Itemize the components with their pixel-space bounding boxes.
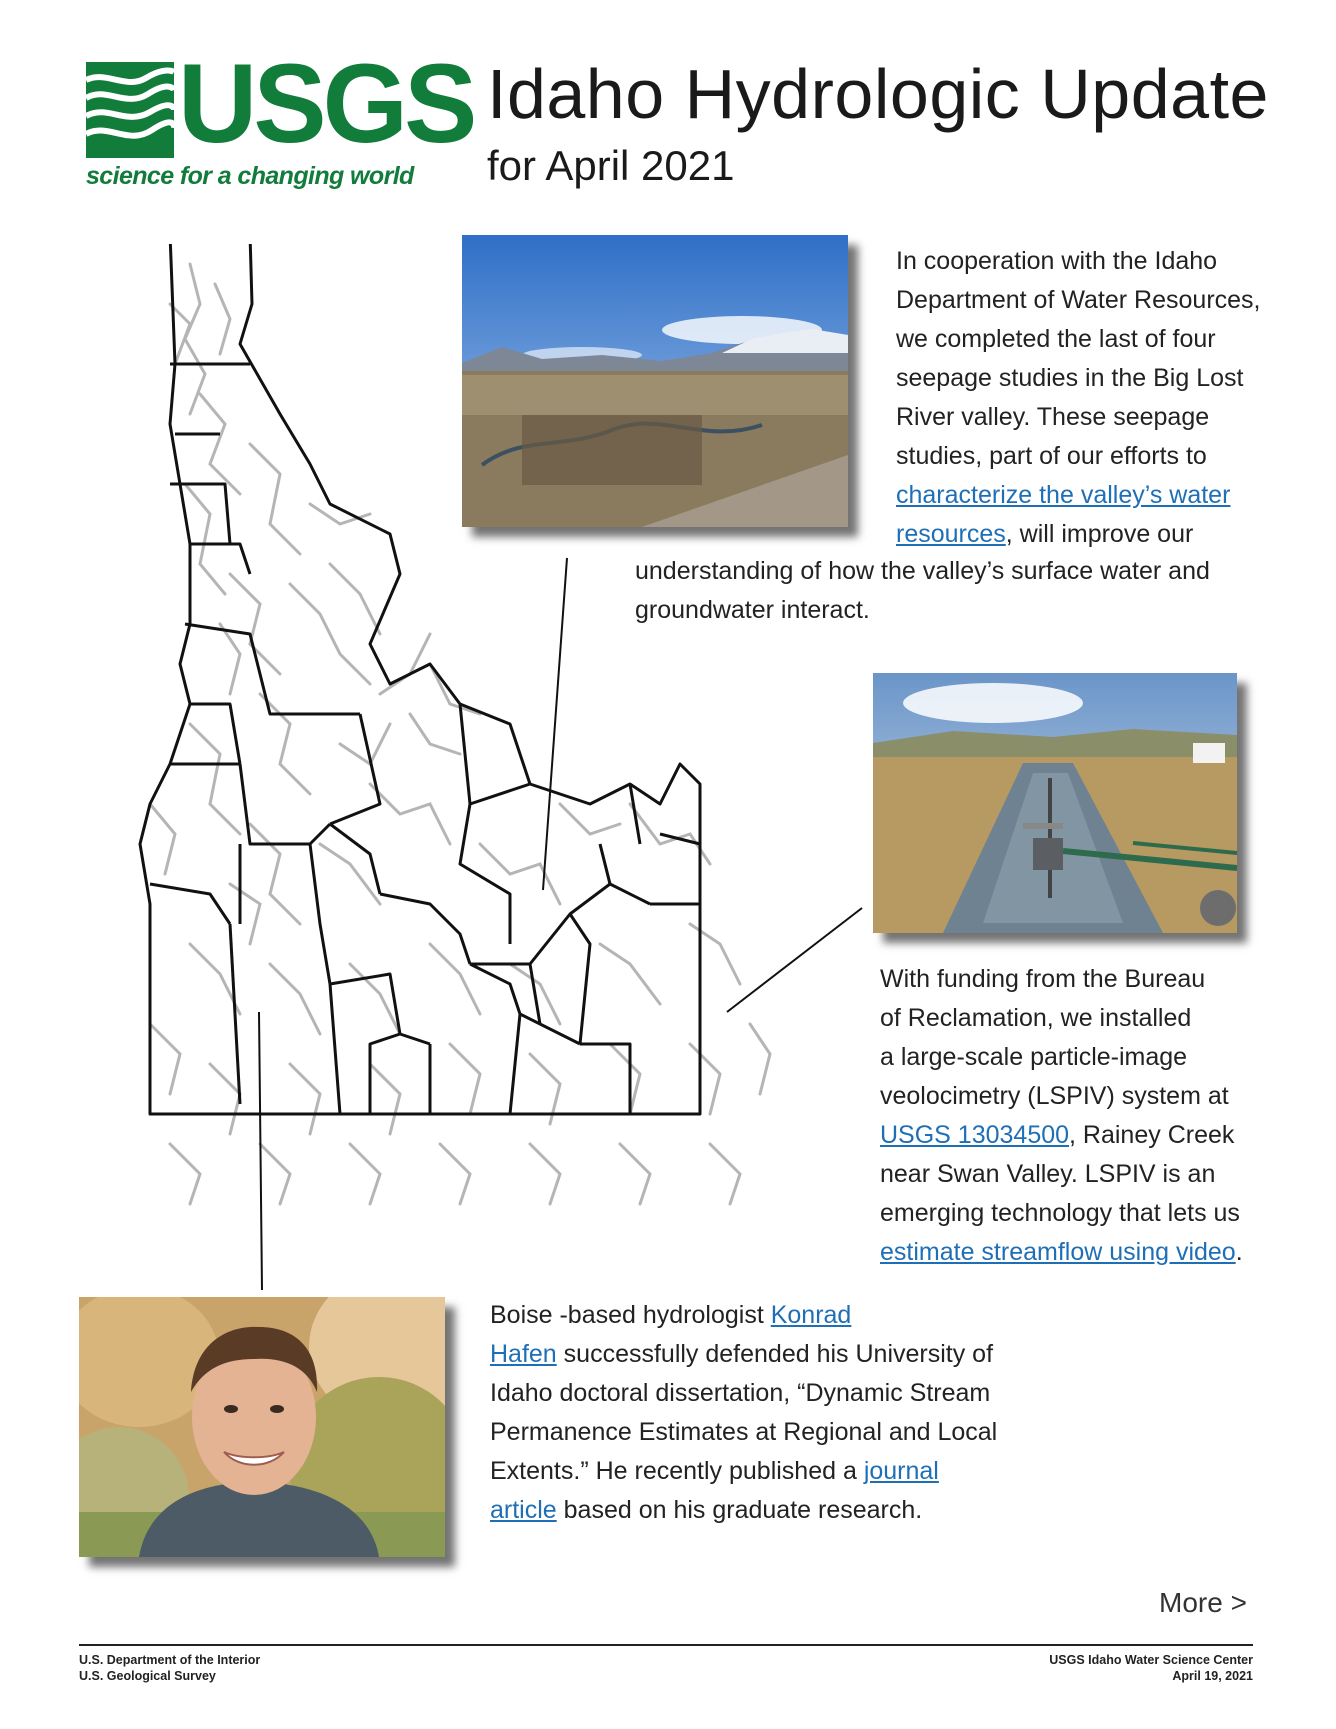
lspiv-story (880, 960, 1280, 1272)
usgs-wave-icon (86, 62, 174, 158)
rainey-creek-lspiv-photo (873, 673, 1237, 933)
logo-tagline: science for a changing world (86, 162, 414, 190)
story-text: In cooperation with the Idaho (896, 247, 1218, 275)
page-title: Idaho Hydrologic Update (487, 55, 1269, 133)
journal-article-link[interactable]: journal (863, 1457, 939, 1485)
story-text: studies, part of our efforts to (896, 442, 1207, 470)
story-text: With funding from the Bureau (880, 965, 1206, 993)
big-lost-river-valley-photo (462, 235, 848, 527)
story-text: Idaho doctoral dissertation, “Dynamic Stream (490, 1379, 991, 1407)
konrad-hafen-link[interactable]: Konrad (770, 1301, 852, 1329)
story-text: Boise -based hydrologist (490, 1301, 771, 1329)
footer-survey: U.S. Geological Survey (79, 1669, 216, 1683)
hafen-story (490, 1296, 1010, 1530)
usgs-site-link[interactable]: USGS 13034500 (880, 1121, 1070, 1149)
logo-wordmark: USGS (178, 41, 474, 166)
footer-divider (79, 1644, 1253, 1646)
footer-date: April 19, 2021 (1172, 1669, 1253, 1683)
more-link[interactable]: More > (1159, 1587, 1247, 1618)
konrad-hafen-portrait (79, 1297, 445, 1557)
story-text: Permanence Estimates at Regional and Local (490, 1418, 998, 1446)
story-text: based on his graduate research. (556, 1496, 923, 1524)
story-text: Department of Water Resources, (896, 286, 1261, 314)
story-text: near Swan Valley. LSPIV is an (880, 1160, 1216, 1188)
story-text: , Rainey Creek (1069, 1121, 1235, 1149)
streamflow-video-link[interactable]: estimate streamflow using video (880, 1238, 1236, 1266)
story-text: seepage studies in the Big Lost (896, 364, 1244, 392)
water-resources-link[interactable]: characterize the valley’s water (896, 481, 1231, 509)
usgs-logo[interactable] (86, 41, 474, 202)
story-text: . (1235, 1238, 1243, 1266)
water-resources-link-continued[interactable]: resources (896, 520, 1006, 548)
seepage-story (896, 242, 1276, 554)
story-text: successfully defended his University of (556, 1340, 994, 1368)
page-subtitle: for April 2021 (487, 142, 735, 189)
story-text: , will improve our (1005, 520, 1194, 548)
seepage-story-continued (635, 552, 1275, 630)
story-text: emerging technology that lets us (880, 1199, 1240, 1227)
footer-center (1049, 1652, 1253, 1684)
journal-article-link-continued[interactable]: article (490, 1496, 557, 1524)
story-text: understanding of how the valley’s surface water and (635, 557, 1210, 585)
story-text: we completed the last of four (896, 325, 1216, 353)
story-text: veolocimetry (LSPIV) system at (880, 1082, 1229, 1110)
story-text: of Reclamation, we installed (880, 1004, 1192, 1032)
story-text: River valley. These seepage (896, 403, 1210, 431)
footer-science-center: USGS Idaho Water Science Center (1049, 1653, 1253, 1667)
footer-department: U.S. Department of the Interior (79, 1653, 261, 1667)
story-text: a large-scale particle-image (880, 1043, 1188, 1071)
story-text: groundwater interact. (635, 596, 870, 624)
story-text: Extents.” He recently published a (490, 1457, 864, 1485)
konrad-hafen-link-continued[interactable]: Hafen (490, 1340, 557, 1368)
footer-agency (79, 1652, 260, 1684)
